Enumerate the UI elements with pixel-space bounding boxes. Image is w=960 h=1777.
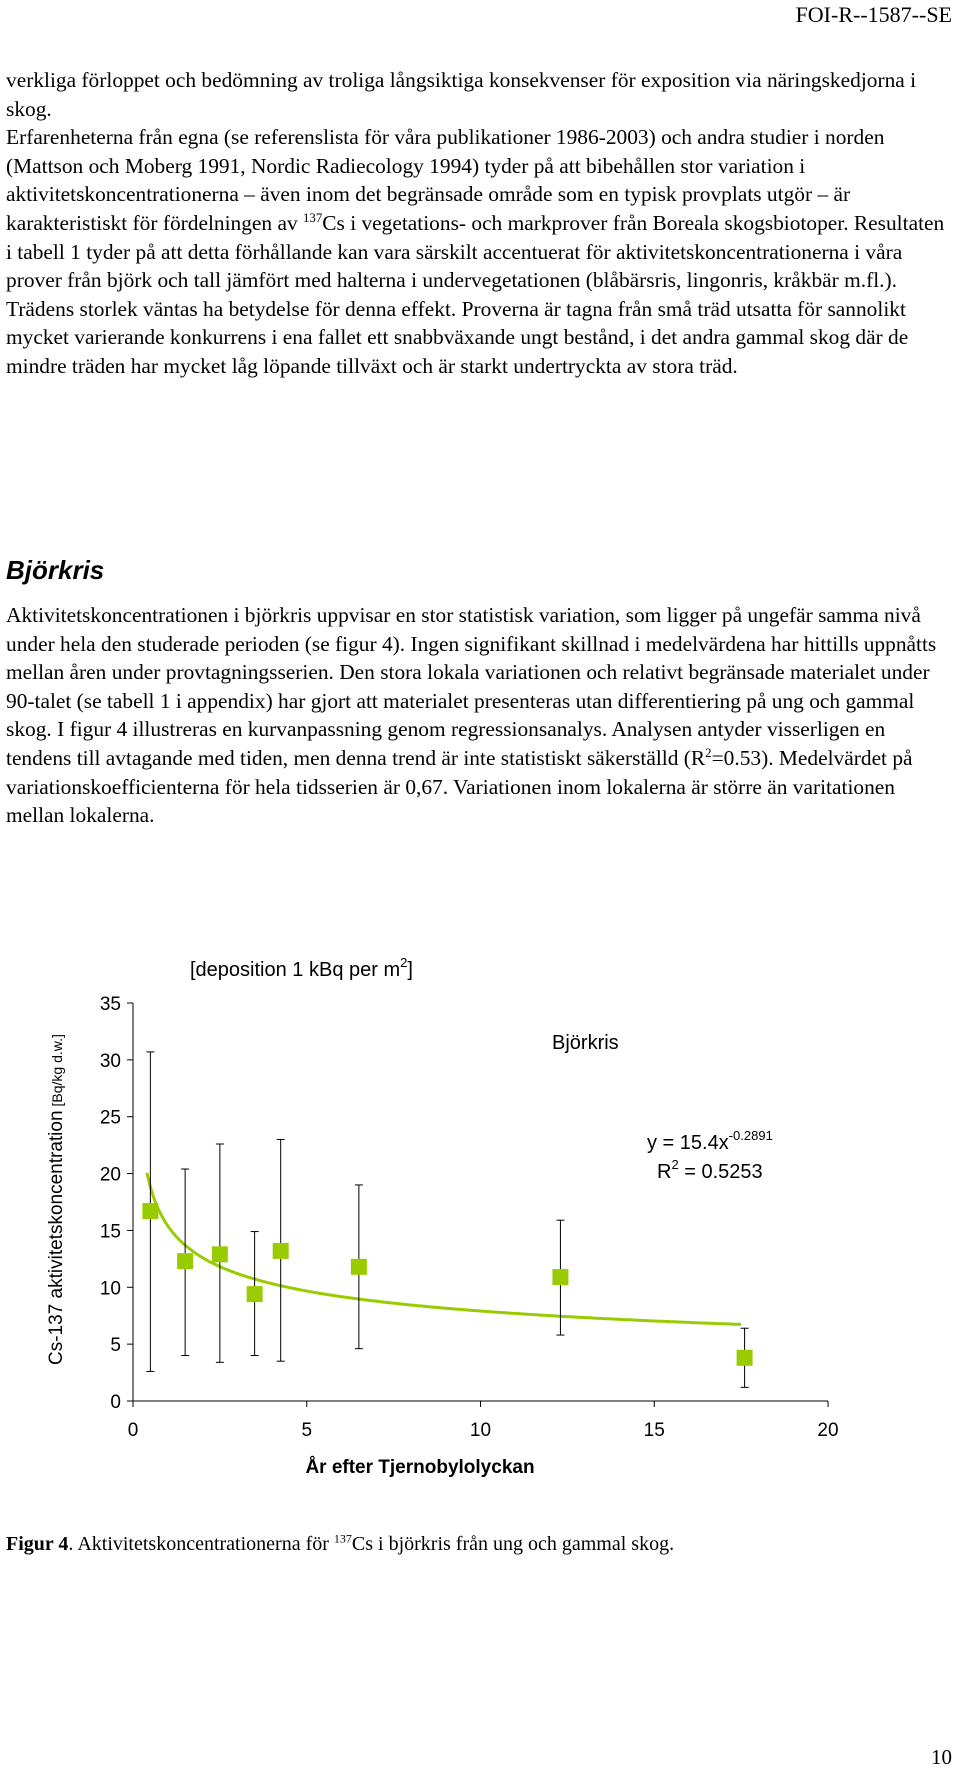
y-tick-label: 5 <box>110 1335 121 1357</box>
intro-text-a: Erfarenheterna från egna (se referenslista för våra publikationer 1986-2003) och andra studier i norden (Mattson och Moberg 1991, Nordic Radiecology 1994) tyder på att bibehållen stor variation i aktivitetskoncentrationerna – även inom det begränsade område som en typisk provplats utgör – är karakteristiskt för fördelningen av <box>6 125 885 235</box>
data-point-marker <box>177 1253 193 1269</box>
isotope-mass-number: 137 <box>303 210 323 225</box>
r-squared-exponent: 2 <box>705 745 712 760</box>
data-point-marker <box>552 1269 568 1285</box>
r-squared-label: $R^2 = 0.5253$ <box>657 1157 763 1183</box>
data-points-layer <box>142 1052 752 1387</box>
x-tick-label: 15 <box>643 1420 665 1441</box>
y-tick-label: 10 <box>99 1278 121 1300</box>
y-tick-label: 30 <box>99 1050 121 1072</box>
x-tick-label: 5 <box>301 1420 313 1441</box>
caption-text-a: . Aktivitetskoncentrationerna för <box>68 1533 334 1555</box>
section-text-b: =0.53). Medelvärdet på variationskoefficienterna för hela tidsserien är 0,67. Variationen inom lokalerna är större än varitationen mellan lokalerna. <box>6 745 913 828</box>
y-axis-title: Cs-137 aktivitetskoncentration[Bq/kg d.w.] <box>46 1034 67 1365</box>
chart-svg <box>40 945 955 1515</box>
y-tick-label: 35 <box>99 994 121 1015</box>
caption-text-b: Cs i björkris från ung och gammal skog. <box>351 1533 675 1555</box>
figure-4-chart <box>40 945 955 1515</box>
data-point-marker <box>273 1243 289 1259</box>
x-axis-title: År efter Tjernobylolyckan <box>305 1457 535 1478</box>
x-tick-label: 10 <box>469 1420 492 1441</box>
data-point-marker <box>737 1350 753 1366</box>
intro-text-b: Cs i vegetations- och markprover från Boreala skogsbiotoper. Resultaten i tabell 1 tyder på att detta förhållande kan vara särskilt accentuerat för aktivitetskoncentrationerna i våra prover från björk och tall jämfört med halterna i undervegetationen (blåbärsris, lingonris, kråkbär m.fl.). Trädens storlek väntas ha betydelse för denna effekt. Proverna är tagna från små träd utsatta för sannolikt mycket varierande konkurrens i ena fallet ett snabbväxande ungt bestånd, i det andra gammal skog där de mindre träden har mycket låg löpande tillväxt och är starkt undertryckta av stora träd. <box>6 210 945 378</box>
y-tick-label: 0 <box>110 1392 121 1413</box>
power-fit-curve <box>147 1173 741 1325</box>
data-point-marker <box>247 1286 263 1302</box>
y-tick-label: 25 <box>99 1107 121 1129</box>
intro-text <box>6 66 952 381</box>
section-text <box>6 601 952 830</box>
intro-paragraph-1: verkliga förloppet och bedömning av troliga långsiktiga konsekvenser för exposition via näringskedjorna i skog. <box>6 68 917 121</box>
caption-label: Figur 4 <box>6 1533 69 1555</box>
report-id: FOI-R--1587--SE <box>795 2 952 27</box>
series-label: Björkris <box>552 1032 619 1054</box>
fit-equation: $y = 15.4x^{-0.2891}$ <box>647 1128 773 1154</box>
section-heading: Björkris <box>6 555 105 585</box>
axes <box>100 994 839 1441</box>
data-point-marker <box>212 1246 228 1262</box>
data-point-marker <box>142 1203 158 1219</box>
page-number: 10 <box>931 1745 952 1769</box>
data-point-marker <box>351 1259 367 1275</box>
deposition-label: [deposition 1 kBq per $m^2$] <box>190 955 413 981</box>
section-text-a: Aktivitetskoncentrationen i björkris uppvisar en stor statistisk variation, som ligger på ungefär samma nivå under hela den studerade perioden (se figur 4). Ingen signifikant skillnad i medelvärdena har hittills uppnåtts mellan åren under provtagningsserien. Den stora lokala variationen och relativt begränsade materialet under 90-talet (se tabell 1 i appendix) har gjort att materialet presenteras utan differentiering på ung och gammal skog. I figur 4 illustreras en kurvanpassning genom regressionsanalys. Analysen antyder visserligen en tendens till avtagande med tiden, men denna trend är inte statistiskt säkerställd (R <box>6 603 937 770</box>
y-tick-label: 15 <box>99 1221 121 1243</box>
fit-curve-layer <box>147 1173 741 1325</box>
section-paragraph <box>6 601 952 830</box>
intro-paragraph-2 <box>6 123 952 380</box>
y-tick-label: 20 <box>99 1164 121 1186</box>
figure-caption <box>6 1533 674 1556</box>
x-tick-label: 20 <box>817 1420 839 1441</box>
x-tick-label: 0 <box>127 1420 139 1441</box>
caption-isotope-number: 137 <box>333 1531 352 1546</box>
